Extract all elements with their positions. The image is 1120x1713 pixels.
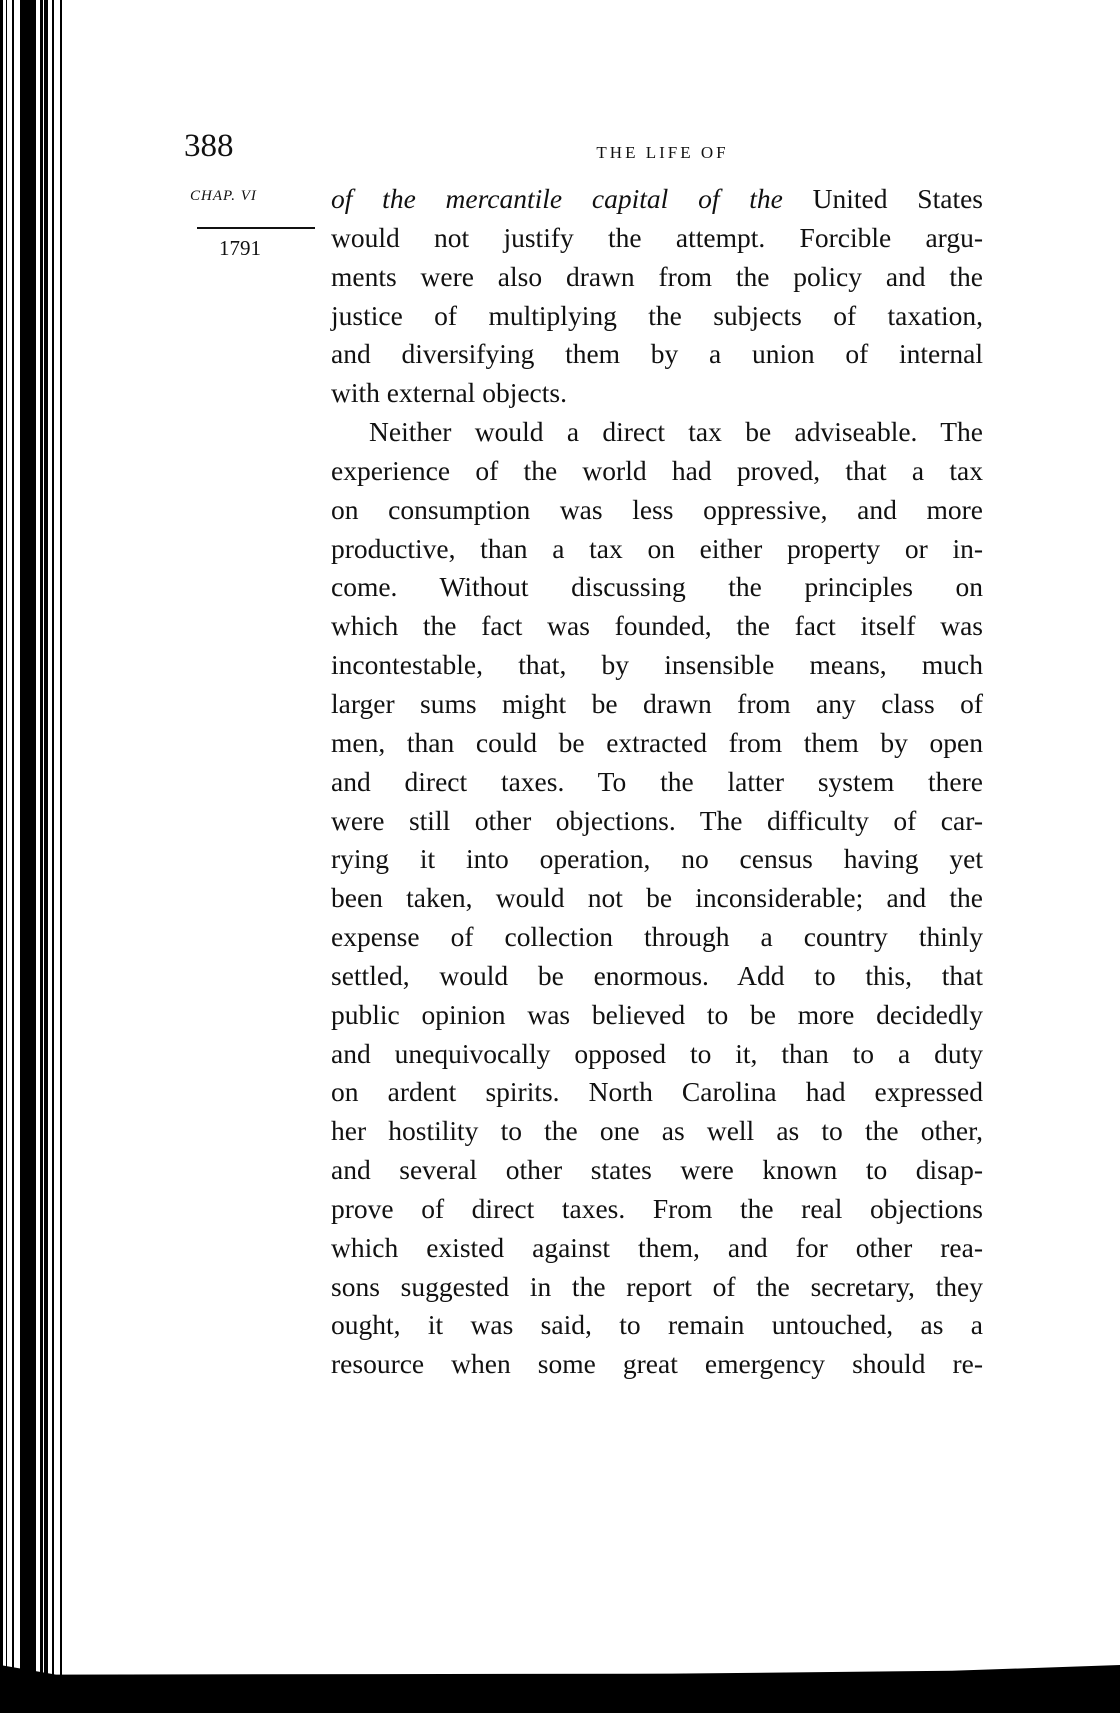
- text-line: Neither would a direct tax be adviseable. The: [369, 416, 983, 448]
- text-line: expense of collection through a country thinly: [331, 921, 983, 953]
- text-line: come. Without discussing the principles on: [331, 571, 983, 603]
- text-line: with external objects.: [331, 377, 567, 409]
- text-line: of the mercantile capital of the United States: [331, 183, 983, 214]
- text-line: justice of multiplying the subjects of taxation,: [331, 299, 983, 331]
- text-line: public opinion was believed to be more decidedly: [331, 998, 983, 1030]
- book-binding-edge: [0, 0, 62, 1713]
- scan-bottom-shadow: [0, 1665, 1120, 1713]
- text-line: which the fact was founded, the fact itself was: [331, 610, 983, 642]
- margin-chapter-label: CHAP. VI: [190, 188, 257, 204]
- running-head: THE LIFE OF: [596, 143, 729, 162]
- text-line: rying it into operation, no census having yet: [331, 843, 983, 875]
- text-line: incontestable, that, by insensible means, much: [331, 649, 983, 681]
- text-line: and direct taxes. To the latter system there: [331, 765, 983, 797]
- text-line: settled, would be enormous. Add to this, that: [331, 959, 983, 991]
- text-line: prove of direct taxes. From the real objections: [331, 1192, 983, 1224]
- text-line: her hostility to the one as well as to the other,: [331, 1115, 983, 1147]
- italic-phrase: of the mercantile capital of the: [331, 183, 813, 214]
- text-line: sons suggested in the report of the secretary, they: [331, 1270, 983, 1302]
- text-line: on ardent spirits. North Carolina had expressed: [331, 1076, 983, 1108]
- text-line: on consumption was less oppressive, and more: [331, 493, 983, 525]
- text-line: which existed against them, and for other rea-: [331, 1231, 983, 1263]
- text-line: and diversifying them by a union of internal: [331, 338, 983, 370]
- text-line: resource when some great emergency should re-: [331, 1348, 983, 1380]
- page-number: 388: [184, 128, 234, 164]
- text-line: productive, than a tax on either property or in-: [331, 532, 983, 564]
- margin-year: 1791: [219, 236, 261, 260]
- text-line: ought, it was said, to remain untouched, as a: [331, 1309, 983, 1341]
- text-line: were still other objections. The difficulty of car-: [331, 804, 983, 836]
- margin-rule: [197, 227, 315, 229]
- text-line: and unequivocally opposed to it, than to a duty: [331, 1037, 983, 1069]
- body-text: [331, 180, 983, 1384]
- text-line: ments were also drawn from the policy and the: [331, 260, 983, 292]
- text-line: been taken, would not be inconsiderable; and the: [331, 882, 983, 914]
- text-line: and several other states were known to disap-: [331, 1154, 983, 1186]
- text-line: larger sums might be drawn from any class of: [331, 687, 983, 719]
- text-line: men, than could be extracted from them by open: [331, 726, 983, 758]
- text-line: experience of the world had proved, that a tax: [331, 454, 983, 486]
- text-line: would not justify the attempt. Forcible argu-: [331, 221, 983, 253]
